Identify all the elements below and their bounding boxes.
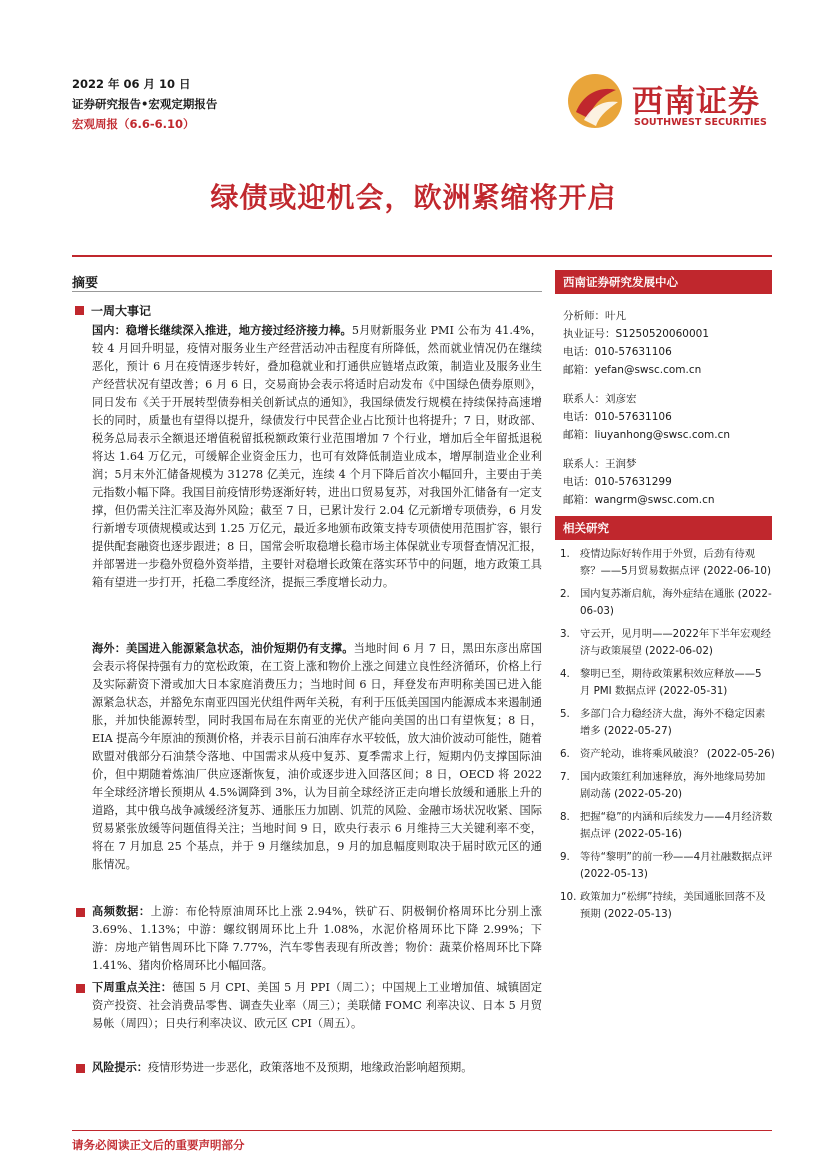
contact-line: 分析师：叶凡 [563,310,626,322]
logo-name-cn: 西南证券 [632,84,760,120]
list-item[interactable]: 6. 资产轮动，谁将乘风破浪？ (2022-05-26) [560,746,775,763]
list-item[interactable]: 3. 守云开，见月明——2022年下半年宏观经济与政策展望 (2022-06-02) [560,626,775,660]
research-center-header: 西南证券研究发展中心 [555,270,772,294]
related-link[interactable]: 疫情边际好转作用于外贸，后劲有待观察？——5月贸易数据点评 (2022-06-10) [580,548,771,577]
related-link[interactable]: 多部门合力稳经济大盘，海外不稳定因素增多 (2022-05-27) [580,708,766,737]
list-item[interactable]: 4. 黎明已至，期待政策累积效应释放——5 月 PMI 数据点评 (2022-05-31) [560,666,775,700]
related-link[interactable]: 政策加力“松绑”持续，美国通胀回落不及预期 (2022-05-13) [580,891,766,920]
contact-line: 联系人：刘彦宏 [563,393,637,405]
report-header [72,74,217,134]
contact-person-2 [563,455,773,509]
related-link[interactable]: 黎明已至，期待政策累积效应释放——5 月 PMI 数据点评 (2022-05-31) [580,668,762,697]
related-link[interactable]: 国内复苏渐启航，海外症结在通胀 (2022-06-03) [580,588,772,617]
overseas-text: 当地时间 6 月 7 日，黑田东彦出席国会表示将保持强有力的宽松政策，在工资上涨和物价上涨之间建立良性经济循环，价格上行及实际薪资下滑或加大日本家庭消费压力；当地时间 6 日，拜登发布声明称美国已进入能源紧急状态，并豁免东南亚四国光伏组件两年关税，有利于压低美国国内能源成本来遏制通胀，并加快能源转型，同时我国布局在东南亚的光伏产能向美国的出口有望恢复；8 日，EIA 提高今年原油的预测价格，并表示目前石油库存水平较低，放大油价波动可能性，随着欧盟对俄部分石油禁令落地、中国需求从疫中复苏、夏季需求上行，短期内仍支撑国际油价，但中期随着炼油厂供应逐渐恢复，油价或逐步进入回落区间；8 日，OECD 将 2022 年全球经济增长预期从 4.5%调降到 3%，认为目前全球经济正走向增长放缓和通胀上升的道路，其中俄乌战争减缓经济复苏、通胀压力加剧、饥荒的风险、金融市场状况收紧、国际贸易紧张放缓等问题值得关注；当地时间 9 日，欧央行表示 6 月维持三大关键利率不变，将在 7 月加息 25 个基点，并于 9 月继续加息，9 月的加息幅度则取决于届时欧元区的通胀情况。 [92,642,542,871]
contact-line: 执业证号：S1250520060001 [563,328,710,340]
list-item[interactable]: 10. 政策加力“松绑”持续，美国通胀回落不及预期 (2022-05-13) [560,889,775,923]
overseas-paragraph [92,640,542,874]
contact-email[interactable]: 邮箱：yefan@swsc.com.cn [563,364,702,376]
contact-person-1 [563,390,773,444]
hf-text: 上游：布伦特原油周环比上涨 2.94%，铁矿石、阴极铜价格周环比分别上涨 3.69%、1.13%；中游：螺纹钢周环比上升 1.08%，水泥价格周环比下降 2.99%；下游：房地产销售周环比下降 7.77%，汽车零售表现有所改善；物价：蔬菜价格周环比下降 1.41%、猪肉价格周环比小幅回落。 [92,905,542,972]
related-link[interactable]: 等待“黎明”的前一秒——4月社融数据点评 (2022-05-13) [580,851,773,880]
contact-email[interactable]: 邮箱：wangrm@swsc.com.cn [563,494,715,506]
logo-name-en: SOUTHWEST SECURITIES [634,117,767,128]
list-item[interactable]: 1. 疫情边际好转作用于外贸，后劲有待观察？——5月贸易数据点评 (2022-06-10) [560,546,775,580]
bullet-icon [76,1064,85,1073]
footer-divider [72,1130,772,1131]
related-link[interactable]: 国内政策红利加速释放，海外地缘局势加剧动荡 (2022-05-20) [580,771,766,800]
company-logo [566,72,766,132]
domestic-lead: 国内：稳增长继续深入推进，地方接过经济接力棒。 [92,324,352,337]
title-divider [72,255,772,257]
report-type: 证券研究报告•宏观定期报告 [72,97,218,111]
report-title: 绿债或迎机会，欧洲紧缩将开启 [210,181,617,214]
list-item[interactable]: 9. 等待“黎明”的前一秒——4月社融数据点评 (2022-05-13) [560,849,775,883]
section-weekly-events-label: 一周大事记 [91,304,152,318]
related-link[interactable]: 资产轮动，谁将乘风破浪？ (2022-05-26) [580,748,775,760]
report-date: 2022 年 06 月 10 日 [72,77,191,91]
related-research-list [560,546,775,929]
next-text: 德国 5 月 CPI、美国 5 月 PPI（周二）；中国规上工业增加值、城镇固定资产投资、社会消费品零售、调查失业率（周三）；美联储 FOMC 利率决议、日本 5 月贸易帐（周四）；日央行利率决议、欧元区 CPI（周五）。 [92,981,542,1030]
section-weekly-events [75,302,151,319]
related-link[interactable]: 把握“稳”的内涵和后续发力——4月经济数据点评 (2022-05-16) [580,811,773,840]
contacts-block [563,307,773,520]
bullet-icon [76,908,85,917]
contact-line: 电话：010-57631299 [563,476,672,488]
bullet-icon [75,306,84,315]
high-frequency-paragraph [92,903,542,975]
abstract-heading: 摘要 [72,276,99,291]
risk-paragraph [92,1059,542,1077]
contact-analyst [563,307,773,379]
contact-line: 联系人：王润梦 [563,458,637,470]
next-lead: 下周重点关注： [92,981,173,994]
risk-lead: 风险提示： [92,1061,148,1074]
related-link[interactable]: 守云开，见月明——2022年下半年宏观经济与政策展望 (2022-06-02) [580,628,771,657]
contact-line: 电话：010-57631106 [563,346,672,358]
contact-email[interactable]: 邮箱：liuyanhong@swsc.com.cn [563,429,731,441]
overseas-lead: 海外：美国进入能源紧急状态，油价短期仍有支撑。 [92,642,354,655]
list-item[interactable]: 2. 国内复苏渐启航，海外症结在通胀 (2022-06-03) [560,586,775,620]
risk-text: 疫情形势进一步恶化，政策落地不及预期，地缘政治影响超预期。 [147,1061,473,1074]
report-series: 宏观周报（6.6-6.10） [72,117,195,131]
list-item[interactable]: 8. 把握“稳”的内涵和后续发力——4月经济数据点评 (2022-05-16) [560,809,775,843]
footer-disclaimer: 请务必阅读正文后的重要声明部分 [72,1138,245,1152]
hf-lead: 高频数据： [92,905,151,918]
abstract-divider [72,291,542,292]
next-week-paragraph [92,979,542,1033]
logo-mark-icon [566,72,624,130]
domestic-text: 5月财新服务业 PMI 公布为 41.4%，较 4 月回升明显，疫情对服务业生产经营活动冲击程度有所降低，然而就业情况仍在继续恶化，预计 6 月在疫情逐步转好，叠加稳就业和打通供应链堵点政策，制造业及服务业生产经营状况有望改善；6 月 6 日，交易商协会表示将适时启动发布《中国绿色债券原则》，同日发布《关于开展转型债券相关创新试点的通知》，我国绿债发行规模在持续保持高速增长的同时，质量也有望得以提升，绿债发行中民营企业占比预计也将提升；7 日，财政部、税务总局表示全额退还增值税留抵税额政策行业范围增加 7 个行业，增加后全年留抵退税将达 1.64 万亿元，可缓解企业资金压力，也可有效降低制造业成本，增厚制造业企业利润；5月末外汇储备规模为 31278 亿美元，连续 4 个月下降后首次小幅回升，主要由于美元指数小幅下降。我国目前疫情形势逐渐好转，进出口贸易复苏，对我国外汇储备有一定支撑，但仍需关注汇率及海外风险；截至 7 日，已累计发行 2.04 亿元新增专项债券，6 月发行新增专项债规模或达到 1.25 万亿元，最近多地颁布政策支持专项债使用范围扩容，银行提供配套融资也逐步跟进；8 日，国常会听取稳增长稳市场主体保就业专项督查情况汇报，并部署进一步稳外贸稳外资举措，主要针对稳增长政策在落实环节中的问题，地方政策工具箱有望进一步打开，托稳二季度经济，提振三季度增长动力。 [92,324,542,589]
list-item[interactable]: 5. 多部门合力稳经济大盘，海外不稳定因素增多 (2022-05-27) [560,706,775,740]
related-research-header: 相关研究 [555,516,772,540]
list-item[interactable]: 7. 国内政策红利加速释放，海外地缘局势加剧动荡 (2022-05-20) [560,769,775,803]
domestic-paragraph [92,322,542,592]
contact-line: 电话：010-57631106 [563,411,672,423]
bullet-icon [76,984,85,993]
